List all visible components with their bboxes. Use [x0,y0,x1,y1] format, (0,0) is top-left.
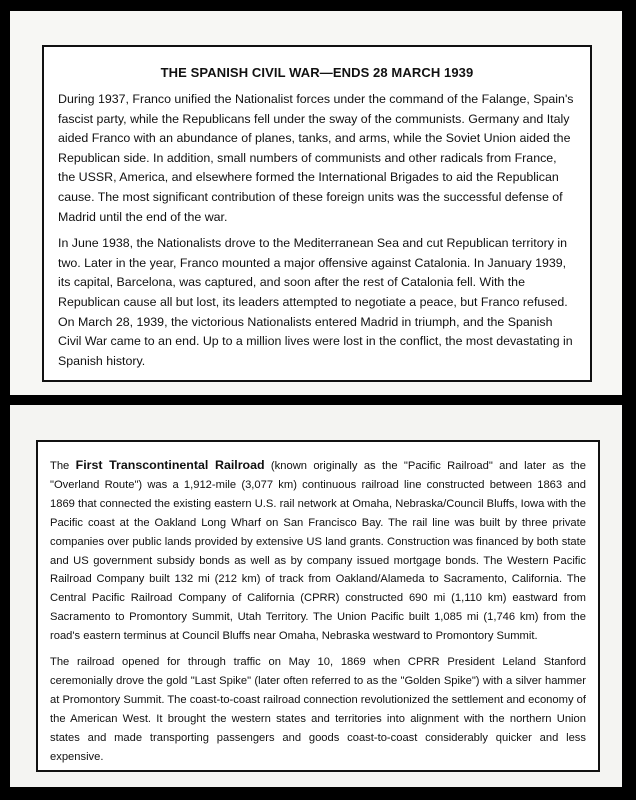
railroad-text-box [36,440,600,772]
spanish-civil-war-text-box [42,45,592,382]
lead-rest: (known originally as the "Pacific Railroad" and later as the "Overland Route") was a 1,912-mile (3,077 km) continuous railroad line constructed between 1863 and 1869 that connected the existing eastern U.S. rail network at Omaha, Nebraska/Council Bluffs, Iowa with the Pacific coast at the Oakland Long Wharf on San Francisco Bay. The rail line was built by three private companies over public lands provided by extensive US land grants. Construction was financed by both state and US government subsidy bonds as well as by company issued mortgage bonds. The Western Pacific Railroad Company built 132 mi (212 km) of track from Oakland/Alameda to Sacramento, California. The Central Pacific Railroad Company of California (CPRR) constructed 690 mi (1,110 km) eastward from Sacramento to Promontory Summit, Utah Territory. The Union Pacific built 1,085 mi (1,746 km) from the road's eastern terminus at Council Bluffs near Omaha, Nebraska westward to Promontory Summit. [50,460,586,643]
card-title: THE SPANISH CIVIL WAR—ENDS 28 MARCH 1939 [160,65,474,80]
spanish-civil-war-card [10,11,622,395]
railroad-paragraph-1 [50,456,586,646]
paragraph-1: During 1937, Franco unified the Nationalist forces under the command of the Falange, Spain's fascist party, while the Republicans fell under the sway of the communists. Germany and Italy aided Franco with an abundance of planes, tanks, and arms, while the Soviet Union aided the Republican side. In addition, small numbers of communists and other radicals from France, the USSR, America, and elsewhere formed the International Brigades to aid the Republican cause. The most significant contribution of these foreign units was the successful defense of Madrid until the end of the war. [58,92,574,224]
railroad-paragraph-2: The railroad opened for through traffic on May 10, 1869 when CPRR President Leland Stanford ceremonially drove the gold "Last Spike" (later often referred to as the "Golden Spike") with a silver hammer at Promontory Summit. The coast-to-coast railroad connection revolutionized the settlement and economy of the American West. It brought the western states and territories into alignment with the northern Union states and made transporting passengers and goods coast-to-coast considerably quicker and less expensive. [50,656,586,763]
lead-bold-title: First Transcontinental Railroad [75,458,265,472]
lead-prefix: The [50,460,76,472]
paragraph-2: In June 1938, the Nationalists drove to the Mediterranean Sea and cut Republican territory in two. Later in the year, Franco mounted a major offensive against Catalonia. In January 1939, its capital, Barcelona, was captured, and soon after the rest of Catalonia fell. With the Republican cause all but lost, its leaders attempted to negotiate a peace, but Franco refused. On March 28, 1939, the victorious Nationalists entered Madrid in triumph, and the Spanish Civil War came to an end. Up to a million lives were lost in the conflict, the most devastating in Spanish history. [58,236,573,368]
transcontinental-railroad-card [10,405,622,787]
